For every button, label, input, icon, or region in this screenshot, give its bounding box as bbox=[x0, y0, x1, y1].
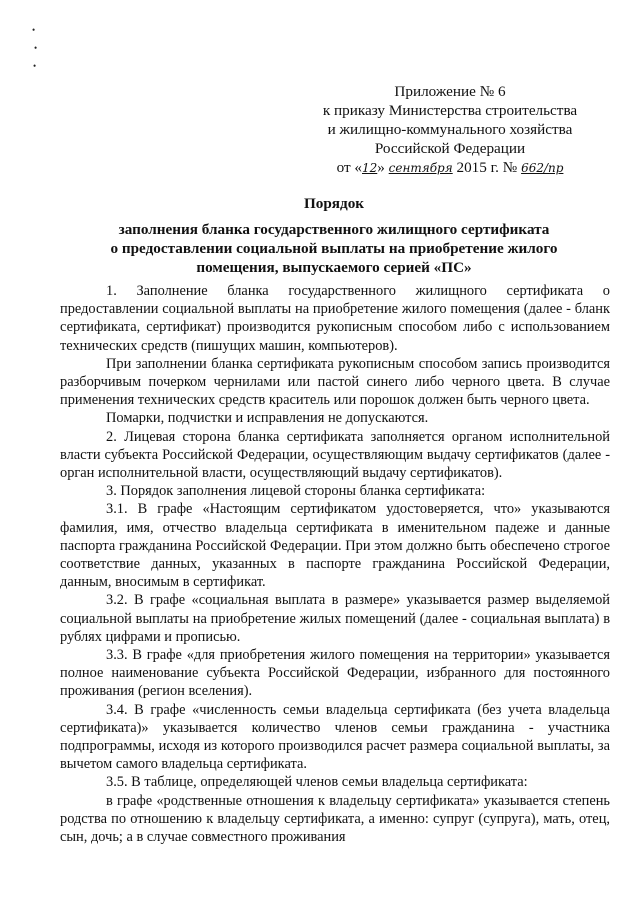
handwritten-month: сентября bbox=[388, 161, 453, 175]
order-date-line bbox=[300, 158, 600, 178]
paragraph: 3.2. В графе «социальная выплата в размере» указывается размер выделяемой социальной выплаты на приобретение жилых помещений (далее - социальная выплата) в рублях цифрами и прописью. bbox=[60, 592, 610, 645]
paragraph: в графе «родственные отношения к владельцу сертификата» указывается степень родства по отношению к владельцу сертификата, а именно: супруг (супруга), мать, отец, сын, дочь; а в случае совместного проживания bbox=[60, 792, 610, 846]
margin-dot: • bbox=[33, 61, 37, 71]
title-line-2: о предоставлении социальной выплаты на приобретение жилого bbox=[110, 240, 558, 257]
handwritten-doc-number: 662/пр bbox=[521, 161, 564, 175]
paragraph: При заполнении бланка сертификата рукописным способом запись производится разборчивым почерком чернилами или пастой синего либо черного цвета. В случае применения технических средств краситель или порошок должен быть черного цвета. bbox=[60, 355, 610, 409]
order-reference: к приказу Министерства строительства bbox=[322, 102, 578, 119]
document-body bbox=[60, 282, 610, 846]
ministry-name: и жилищно-коммунального хозяйства bbox=[327, 121, 573, 138]
margin-dot: • bbox=[32, 25, 36, 35]
date-prefix: от « bbox=[336, 159, 362, 176]
appendix-header bbox=[300, 82, 600, 178]
country-name: Российской Федерации bbox=[374, 140, 526, 157]
paragraph: 3. Порядок заполнения лицевой стороны бланка сертификата: bbox=[106, 483, 486, 500]
title-main: Порядок bbox=[303, 195, 365, 212]
paragraph: 3.1. В графе «Настоящим сертификатом удостоверяется, что» указываются фамилия, имя, отчество владельца сертификата в именительном падеже и данные паспорта гражданина Российской Федерации. При этом должно быть обеспечено строгое соответствие данных, указанных в паспорте гражданина Российской Федерации, данным, вносимым в сертификат. bbox=[60, 501, 610, 591]
title-line-1: заполнения бланка государственного жилищного сертификата bbox=[118, 221, 550, 238]
date-year: 2015 г. № bbox=[452, 159, 522, 176]
paragraph: 1. Заполнение бланка государственного жилищного сертификата о предоставлении социальной выплаты на приобретение жилого помещения (далее - бланк сертификата, сертификат) производится рукописным способом либо с использованием технических средств (пишущих машин, компьютеров). bbox=[60, 283, 610, 354]
paragraph: 3.3. В графе «для приобретения жилого помещения на территории» указывается полное наименование субъекта Российской Федерации, избранного для постоянного проживания (регион вселения). bbox=[60, 647, 610, 700]
paragraph: 3.5. В таблице, определяющей членов семьи владельца сертификата: bbox=[106, 774, 528, 791]
handwritten-day: 12 bbox=[362, 161, 378, 175]
paragraph: 3.4. В графе «численность семьи владельца сертификата (без учета владельца сертификата)» указывается количество членов семьи гражданина - участника подпрограммы, исходя из которого производился расчет размера социальной выплаты, за вычетом самого владельца сертификата. bbox=[60, 701, 610, 773]
date-separator: » bbox=[377, 159, 389, 176]
margin-dot: • bbox=[34, 43, 38, 53]
document-title bbox=[60, 194, 608, 277]
title-line-3: помещения, выпускаемого серией «ПС» bbox=[196, 259, 472, 276]
paragraph: 2. Лицевая сторона бланка сертификата заполняется органом исполнительной власти субъекта Российской Федерации, осуществляющим выдачу сертификатов (далее - орган исполнительной власти, осуществляющий выдачу сертификатов). bbox=[60, 428, 610, 482]
appendix-number: Приложение № 6 bbox=[394, 83, 506, 100]
paragraph: Помарки, подчистки и исправления не допускаются. bbox=[106, 410, 429, 427]
